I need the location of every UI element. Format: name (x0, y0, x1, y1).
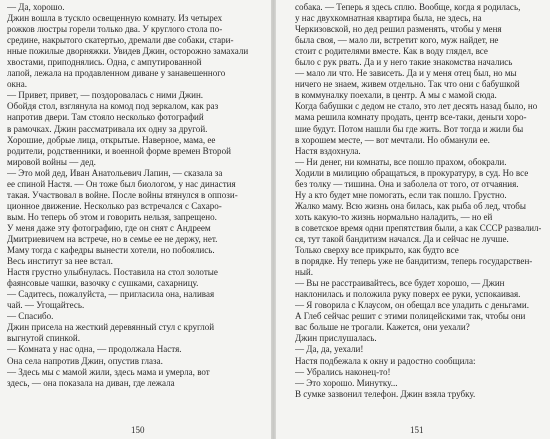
text-line: — Вы не расстраивайтесь, все будет хорошо, — Джин (295, 278, 505, 289)
text-line: фаянсовые чашки, вазочку с сушками, сахарницу. (7, 278, 199, 289)
text-line: ционное движение. Несколько раз встречался с Сахаро- (7, 200, 222, 211)
left-page-text (7, 2, 256, 389)
text-line: Черкизовской, но дед решил разменять, чтобы у меня (295, 24, 502, 35)
text-line: — Я говорила с Клаусом, он обещал все уладить с деньгами. (295, 300, 529, 311)
text-line: Дмитриевичем на встрече, но в семье ее не держу, нет. (7, 233, 218, 244)
text-line: в порядке. Ну теперь уже не бандитизм, теперь государствен- (295, 256, 533, 267)
text-line: Джин прислушалась. (295, 333, 377, 344)
text-line: У меня даже эту фотографию, где он снят с Андреем (7, 222, 211, 233)
text-line: без толку — тишина. Она и заболела от того, от отчаяния. (295, 178, 519, 189)
right-page-text (295, 2, 541, 400)
text-line: окна. (7, 79, 28, 90)
text-line: — Убрались наконец-то! (295, 366, 391, 377)
text-line: — Да, да, уехали! (295, 344, 364, 355)
text-line: Жалко маму. Всю жизнь она билась, как рыба об лед, чтобы (295, 200, 526, 211)
text-line: нные пожилые дворняжки. Увидев Джин, осторожно замахали (7, 46, 249, 57)
text-line: — Привет, привет, — поздоровалась с ними Джин. (7, 90, 204, 101)
text-line: — мало ли что. Не зависеть. Да и у меня отец был, но мы (295, 68, 517, 79)
text-line: в советское время одни препятствия были, а как СССР развалил- (295, 222, 541, 233)
text-line: — Садитесь, пожалуйста, — пригласила она, наливая (7, 289, 215, 300)
text-line: наклонилась и положила руку поверх ее руки, успокаивая. (295, 289, 521, 300)
text-line: — Ни денег, ни комнаты, все пошло прахом, обокрали. (295, 156, 507, 167)
right-page (276, 0, 550, 439)
text-line: В сумке зазвонил телефон. Джин взяла трубку. (295, 388, 476, 399)
text-line: стоит с родителями вместе. Как в воду глядел, все (295, 46, 488, 57)
text-line: выгнутой спинкой. (7, 333, 80, 344)
text-line: Маму тогда с кафедры вынести хотели, но побоялись. (7, 245, 215, 256)
text-line: Джин вошла в тускло освещенную комнату. Из четырех (7, 13, 223, 24)
text-line: ный. (295, 267, 314, 278)
text-line: рожков люстры горели только два. У круглого стола по- (7, 24, 223, 35)
text-line: в рамочках. Джин рассматривала их одну за другой. (7, 123, 208, 134)
text-line: — Здесь мы с мамой жили, здесь мама и умерла, вот (7, 366, 210, 377)
text-line: была своя, — мало ли, встретит кого, муж найдет, не (295, 35, 499, 46)
text-line: — Это мой дед, Иван Анатольевич Лапин, — сказала за (7, 167, 223, 178)
text-line: Хорошие, добрые лица, открытые. Наверное, мама, ее (7, 134, 216, 145)
text-line: — Комната у нас одна, — продолжала Настя. (7, 344, 182, 355)
text-line: Когда бабушки с дедом не стало, это лет десять назад было, но (295, 101, 538, 112)
text-line: мама решила комнату продать, центр все-таки, деньги хоро- (295, 112, 527, 123)
text-line: — Да, хорошо. (7, 2, 65, 12)
text-line: в хорошем месте, — вот мечтали. Но обманули ее. (295, 134, 490, 145)
text-line: чай. — Угощайтесь. (7, 300, 85, 311)
text-line: хоть какую-то жизнь нормально наладить, — но ей (295, 211, 493, 222)
text-line: Обойдя стол, взглянула на комод под зеркалом, как раз (7, 101, 219, 112)
right-page-number: 151 (410, 425, 424, 435)
left-page-number: 150 (131, 425, 145, 435)
text-line: Весь институт за нее встал. (7, 256, 113, 267)
text-line: Она села напротив Джин, опустив глаза. (7, 355, 163, 366)
text-line: мировой войны — дед. (7, 156, 96, 167)
text-line: ся, тут такой бандитизм начался. Да и сейчас не лучше. (295, 233, 509, 244)
text-line: средине, накрытого скатертью, дремали две собаки, стари- (7, 35, 234, 46)
text-line: хвостами, приподнялись. Одна, с ампутированной (7, 57, 202, 68)
text-line: такая. Участвовал в войне. После войны втянулся в оппози- (7, 189, 238, 200)
text-line: Джин присела на жесткий деревянный стул с круглой (7, 322, 215, 333)
text-line: Настя грустно улыбнулась. Поставила на стол золотые (7, 267, 218, 278)
text-line: Ну а кто будет мне помогать, если так пошло. Грустно. (295, 189, 507, 200)
text-line: ничего не знаем, живем отдельно. Так что они с бабушкой (295, 79, 520, 90)
left-page (0, 0, 271, 439)
text-line: Ходили в милицию обращаться, в прокуратуру, в суд. Но все (295, 167, 529, 178)
text-line: — Спасибо. (7, 311, 54, 322)
text-line: ее спиной Настя. — Он тоже был биологом, у нас династия (7, 178, 236, 189)
text-line: шие будут. Потом нашли бы где жить. Вот тогда и жили бы (295, 123, 524, 134)
text-line: А Глеб сейчас решит с этими полицейскими так, чтобы они (295, 311, 526, 322)
text-line: вым. Но теперь об этом и говорить нельзя, запрещено. (7, 211, 217, 222)
text-line: напротив двери. Там стояло несколько фотографий (7, 112, 204, 123)
text-line: здесь, — она показала на диван, где лежала (7, 377, 175, 388)
text-line: Настя вздохнула. (295, 145, 361, 156)
text-line: в коммуналку поехали, в центр. А мы с мамой сюда. (295, 90, 497, 101)
text-line: было с рук рвать. Да и у него такие знакомства начались (295, 57, 513, 68)
text-line: собака. — Теперь я здесь сплю. Вообще, когда я родилась, (295, 2, 521, 12)
text-line: вас больше не трогали. Кажется, они уехали? (295, 322, 470, 333)
text-line: Только сверху все прикрыто, как будто все (295, 245, 459, 256)
text-line: лапой, лежала на продавленном диване у занавешенного (7, 68, 226, 79)
text-line: — Это хорошо. Минутку... (295, 377, 398, 388)
text-line: у нас двухкомнатная квартира была, не здесь, на (295, 13, 482, 24)
text-line: родители, родственники, и военной форме времен Второй (7, 145, 231, 156)
text-line: Настя подбежала к окну и радостно сообщила: (295, 355, 476, 366)
